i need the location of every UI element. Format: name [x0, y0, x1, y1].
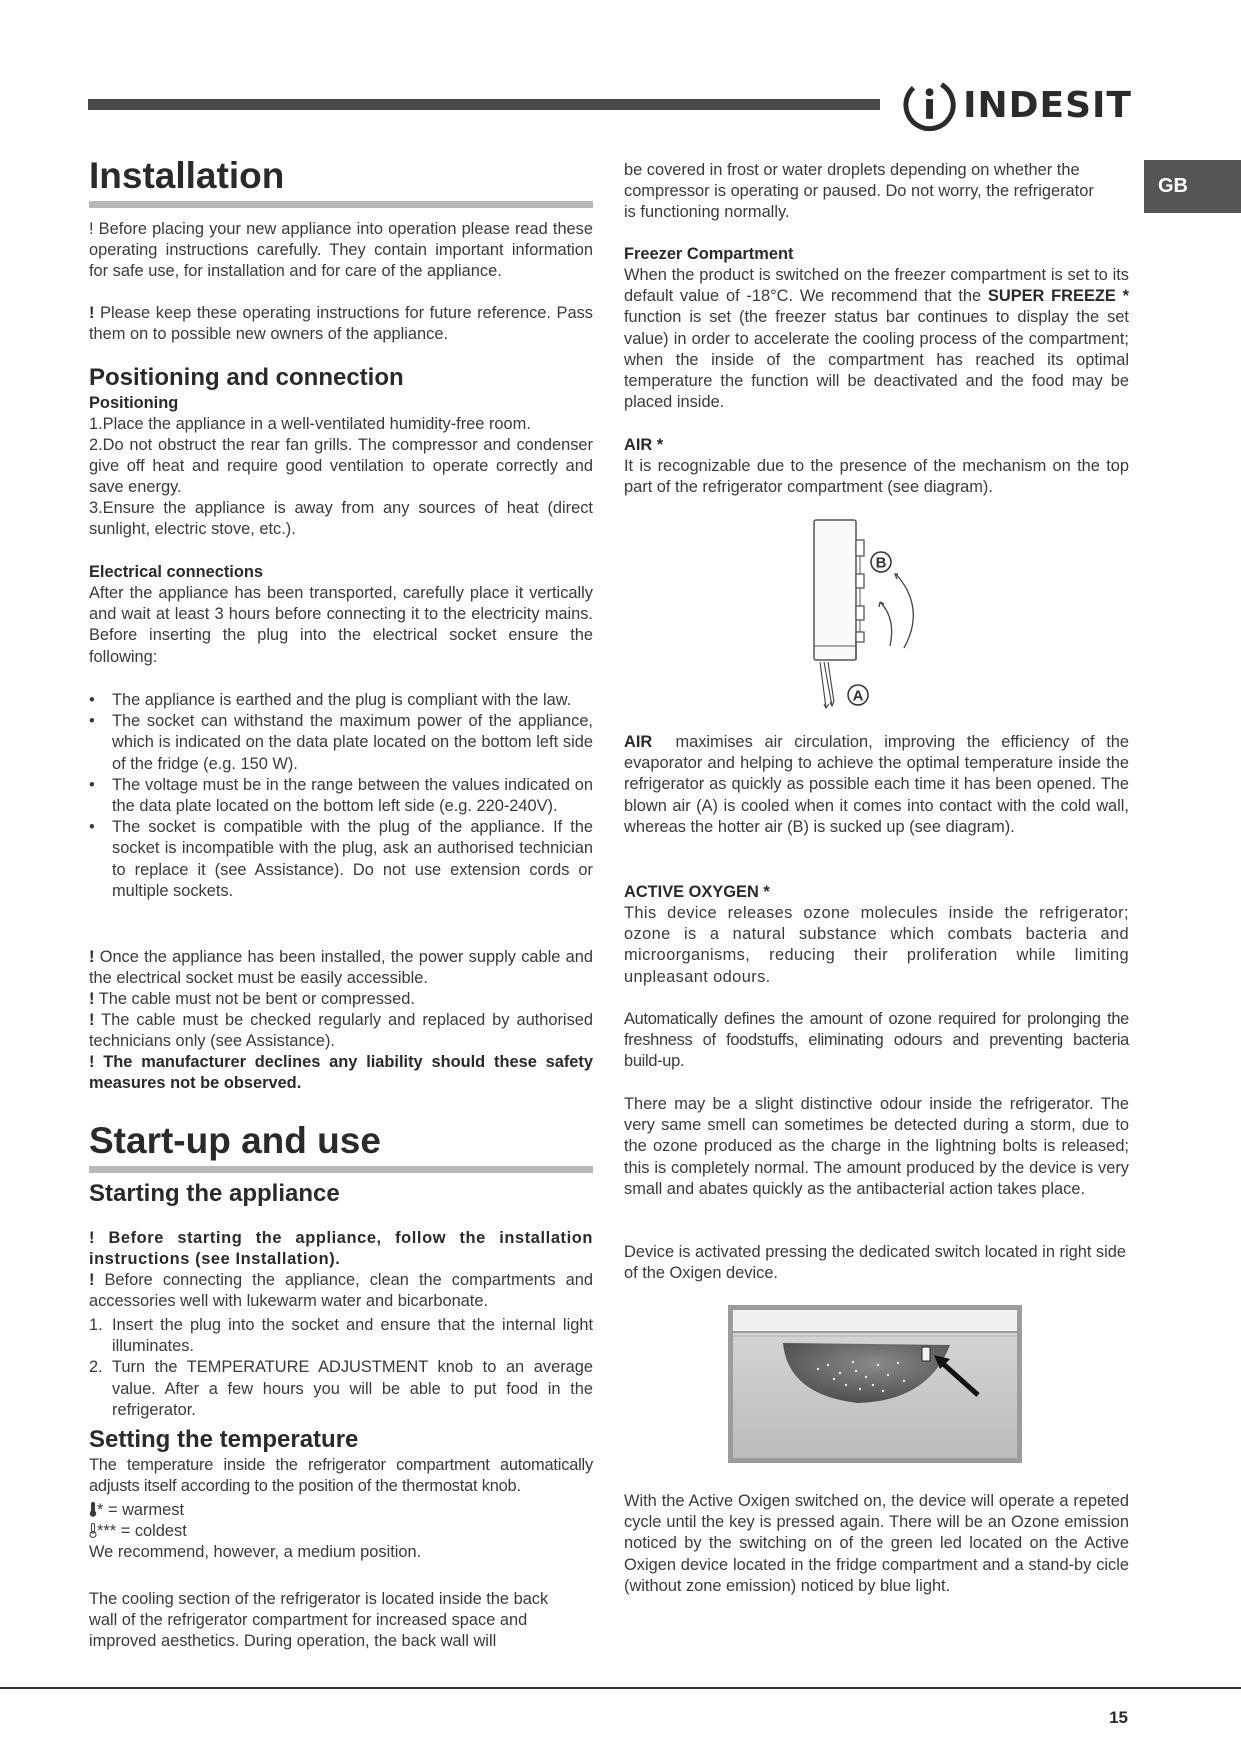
diagram-label-a: A [852, 687, 864, 705]
oxygen-paragraph-2: Automatically defines the amount of ozone required for prolonging the freshness of foodstuffs, eliminating odours and preventing bacteria build-up. [624, 1010, 1129, 1071]
airflow-arrows-a [820, 662, 834, 708]
warning-text: The cable must be checked regularly and replaced by authorised technicians only (see Assistance). [89, 1011, 593, 1051]
air-diagram [776, 518, 956, 718]
oxygen-paragraph-1: This device releases ozone molecules inside the refrigerator; ozone is a natural substance which combats bacteria and microorganisms, reducing their proliferation while limiting unpleasant odours. [624, 904, 1129, 986]
thermometer-icon [89, 1523, 97, 1538]
step-number: 2. [89, 1358, 103, 1377]
positioning-connection-title: Positioning and connection [89, 364, 404, 391]
electrical-bullets [89, 690, 593, 902]
intro-paragraph-2 [89, 303, 593, 345]
warmest-line [89, 1500, 593, 1521]
air-label: AIR [624, 733, 653, 751]
language-tab: GB [1144, 160, 1241, 213]
oxygen-title: ACTIVE OXYGEN * [624, 883, 770, 901]
air-description [624, 732, 1134, 838]
fridge-side-panel [814, 520, 856, 660]
list-item [89, 1315, 593, 1357]
intro-paragraph: ! Before placing your new appliance into operation please read these operating instructions carefully. They contain important information for safe use, for installation and for care of the appliance. [89, 220, 593, 281]
setting-temperature-title: Setting the temperature [89, 1426, 359, 1453]
thermometer-icon [89, 1502, 97, 1517]
warning-text: Before connecting the appliance, clean the compartments and accessories well with lukewarm water and bicarbonate. [89, 1271, 593, 1311]
warning-mark: ! [89, 304, 95, 322]
intro-text-2: Please keep these operating instructions for future reference. Pass them on to possible new owners of the appliance. [89, 304, 593, 344]
electrical-subtitle: Electrical connections [89, 563, 263, 581]
positioning-item: 1.Place the appliance in a well-ventilated humidity-free room. [89, 415, 531, 433]
installation-title: Installation [89, 155, 593, 208]
warmest-symbol: * [97, 1501, 104, 1519]
warning-paragraph [89, 1010, 593, 1052]
coldest-text: = coldest [116, 1522, 187, 1540]
freezer-text-a: When the product is switched on the freezer compartment is set to its default value of -18°C. We recommend that the [624, 266, 1129, 306]
oxygen-device-photo [728, 1305, 1022, 1463]
header-rule [88, 99, 880, 110]
starting-appliance-title: Starting the appliance [89, 1180, 340, 1207]
list-item: • The socket can withstand the maximum power of the appliance, which is indicated on the data plate located on the bottom left side of the fridge (e.g. 150 W). [89, 711, 593, 775]
brand-logo-icon [902, 77, 957, 133]
warning-mark: ! [89, 948, 95, 966]
setting-text: The temperature inside the refrigerator compartment automatically adjusts itself according to the position of the thermostat knob. [89, 1456, 593, 1496]
warning-mark: ! [89, 1271, 95, 1289]
brand-logo [902, 74, 1132, 136]
airflow-arrows-b [879, 574, 913, 648]
recommend-text: We recommend, however, a medium position. [89, 1543, 422, 1561]
startup-title: Start-up and use [89, 1120, 593, 1173]
super-freeze-label: SUPER FREEZE * [987, 287, 1129, 306]
air-title: AIR * [624, 436, 664, 454]
continued-text: be covered in frost or water droplets depending on whether the compressor is operating or paused. Do not worry, the refrigerator is functioning normally. [624, 161, 1094, 222]
warmest-text: = warmest [103, 1501, 184, 1519]
step-number: 1. [89, 1316, 103, 1334]
device-switch [922, 1347, 930, 1361]
list-item: • The voltage must be in the range between the values indicated on the data plate located on the bottom left side (e.g. 220-240V). [89, 775, 593, 817]
air-text: It is recognizable due to the presence of the mechanism on the top part of the refrigerator compartment (see diagram). [624, 457, 1129, 497]
step-text: Insert the plug into the socket and ensure that the internal light illuminates. [112, 1316, 593, 1356]
list-item: • The appliance is earthed and the plug is compliant with the law. [89, 690, 593, 711]
label-a-marker [848, 685, 868, 705]
positioning-subtitle: Positioning [89, 394, 179, 412]
liability-warning: ! The manufacturer declines any liability should these safety measures not be observed. [89, 1053, 593, 1093]
starting-warning: ! Before starting the appliance, follow the installation instructions (see Installation). [89, 1229, 593, 1269]
freezer-text-b: function is set (the freezer status bar continues to display the set value) in order to accelerate the cooling process of the compartment; when the inside of the compartment has reached its optimal temperature the function will be deactivated and the food may be placed inside. [624, 308, 1129, 412]
positioning-item: 2.Do not obstruct the rear fan grills. The compressor and condenser give off heat and require good ventilation to operate correctly and save energy. [89, 436, 593, 497]
diagram-label-b: B [875, 554, 887, 572]
warning-mark: ! [89, 1011, 95, 1029]
air-mechanism [856, 540, 864, 642]
warning-text: Once the appliance has been installed, the power supply cable and the electrical socket must be easily accessible. [89, 948, 593, 988]
footer-rule [0, 1687, 1241, 1689]
oxygen-paragraph-5: With the Active Oxigen switched on, the device will operate a repeted cycle until the key is pressed again. There will be an Ozone emission noticed by the switching on of the green led located on the Active Oxigen device located in the fridge compartment and a stand-by cicle (without zone emission) noticed by blue light. [624, 1492, 1129, 1595]
freezer-text [624, 265, 1129, 413]
step-text: Turn the TEMPERATURE ADJUSTMENT knob to an average value. After a few hours you will be able to put food in the refrigerator. [112, 1358, 593, 1419]
warning-paragraph [89, 989, 593, 1010]
brand-name: INDESIT [963, 84, 1132, 126]
page-number: 15 [1109, 1708, 1128, 1727]
starting-warning-2 [89, 1270, 593, 1312]
warning-paragraph [89, 947, 593, 989]
positioning-item: 3.Ensure the appliance is away from any sources of heat (direct sunlight, electric stove, etc.). [89, 499, 593, 539]
oxygen-paragraph-4: Device is activated pressing the dedicated switch located in right side of the Oxigen device. [624, 1243, 1127, 1283]
coldest-symbol: *** [97, 1522, 117, 1540]
oxygen-paragraph-3: There may be a slight distinctive odour inside the refrigerator. The very same smell can sometimes be detected during a storm, due to the ozone produced as the charge in the lightning bolts is released; this is completely normal. The amount produced by the device is very small and abates quickly as the antibacterial action takes place. [624, 1095, 1129, 1198]
starting-steps [89, 1315, 593, 1421]
freezer-title: Freezer Compartment [624, 245, 794, 263]
list-item: • The socket is compatible with the plug of the appliance. If the socket is incompatible with the plug, ask an authorised technician to replace it (see Assistance). Do not use extension cords or multiple sockets. [89, 817, 593, 902]
warning-text: The cable must not be bent or compressed. [94, 990, 415, 1008]
coldest-line [89, 1521, 593, 1542]
label-b-marker [871, 552, 891, 572]
electrical-text: After the appliance has been transported, carefully place it vertically and wait at least 3 hours before connecting it to the electricity mains. Before inserting the plug into the electrical socket ensure the following: [89, 584, 593, 666]
warning-mark: ! [89, 990, 95, 1008]
cooling-text: The cooling section of the refrigerator is located inside the back wall of the refrigerator compartment for increased space and improved aesthetics. During operation, the back wall will [89, 1590, 549, 1651]
list-item [89, 1357, 593, 1421]
air-desc-text: maximises air circulation, improving the efficiency of the evaporator and helping to achieve the optimal temperature inside the refrigerator as quickly as possible each time it has been opened. The blown air (A) is cooled when it comes into contact with the cold wall, whereas the hotter air (B) is sucked up (see diagram). [624, 733, 1134, 836]
